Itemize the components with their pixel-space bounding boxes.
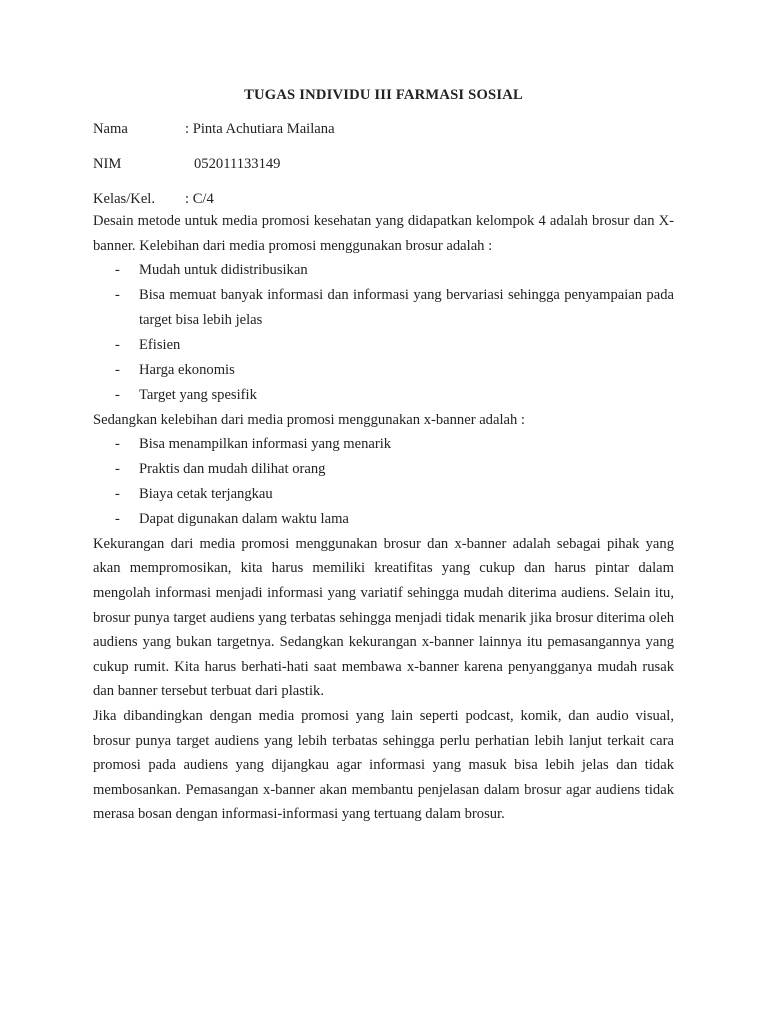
list-item: - Dapat digunakan dalam waktu lama [93,507,674,532]
nama-label: Nama [93,121,128,137]
brosur-advantages-list [93,258,674,407]
list-item: - Praktis dan mudah dilihat orang [93,457,674,482]
identity-row-kelas [93,189,674,209]
identity-row-nim [93,154,674,174]
list-item: - Efisien [93,333,674,358]
list-item: - Bisa menampilkan informasi yang menarik [93,432,674,457]
identity-row-nama [93,119,674,139]
comparison-paragraph: Jika dibandingkan dengan media promosi yang lain seperti podcast, komik, dan audio visual, brosur punya target audiens yang lebih terbatas sehingga perlu perhatian lebih lanjut terkait cara promosi pada audiens yang dijangkau agar informasi yang masuk bisa lebih jelas dan tidak membosankan. Pemasangan x-banner akan membantu penjelasan dalam brosur agar audiens tidak merasa bosan dengan informasi-informasi yang tertuang dalam brosur. [93,708,674,823]
nama-value: : Pinta Achutiara Mailana [185,121,335,137]
list-item: - Biaya cetak terjangkau [93,482,674,507]
kekurangan-paragraph: Kekurangan dari media promosi menggunakan brosur dan x-banner adalah sebagai pihak yang akan mempromosikan, kita harus memiliki kreatifitas yang cukup dan harus pintar dalam mengolah informasi menjadi informasi yang variatif sehingga mudah diterima audiens. Selain itu, brosur punya target audiens yang terbatas sehingga menjadi tidak menarik jika brosur diterima oleh audiens yang bukan targetnya. Sedangkan kekurangan x-banner lainnya itu pemasangannya yang cukup rumit. Kita harus berhati-hati saat membawa x-banner karena penyangganya mudah rusak dan banner tersebut terbuat dari plastik. [93,535,674,700]
list-item: - Harga ekonomis [93,358,674,383]
xbanner-advantages-list [93,432,674,532]
kelas-value: : C/4 [185,191,214,207]
document-title: TUGAS INDIVIDU III FARMASI SOSIAL [244,87,523,103]
intro-paragraph: Desain metode untuk media promosi kesehatan yang didapatkan kelompok 4 adalah brosur dan X-banner. Kelebihan dari media promosi menggunakan brosur adalah : [93,213,674,254]
list-item: - Mudah untuk didistribusikan [93,258,674,283]
nim-value: 052011133149 [194,156,281,172]
xbanner-intro-paragraph: Sedangkan kelebihan dari media promosi menggunakan x-banner adalah : [93,411,525,428]
kelas-label: Kelas/Kel. [93,191,156,207]
list-item: - Bisa memuat banyak informasi dan informasi yang bervariasi sehingga penyampaian pada target bisa lebih jelas [93,283,674,333]
list-item: - Target yang spesifik [93,383,674,408]
nim-label: NIM [93,156,122,172]
